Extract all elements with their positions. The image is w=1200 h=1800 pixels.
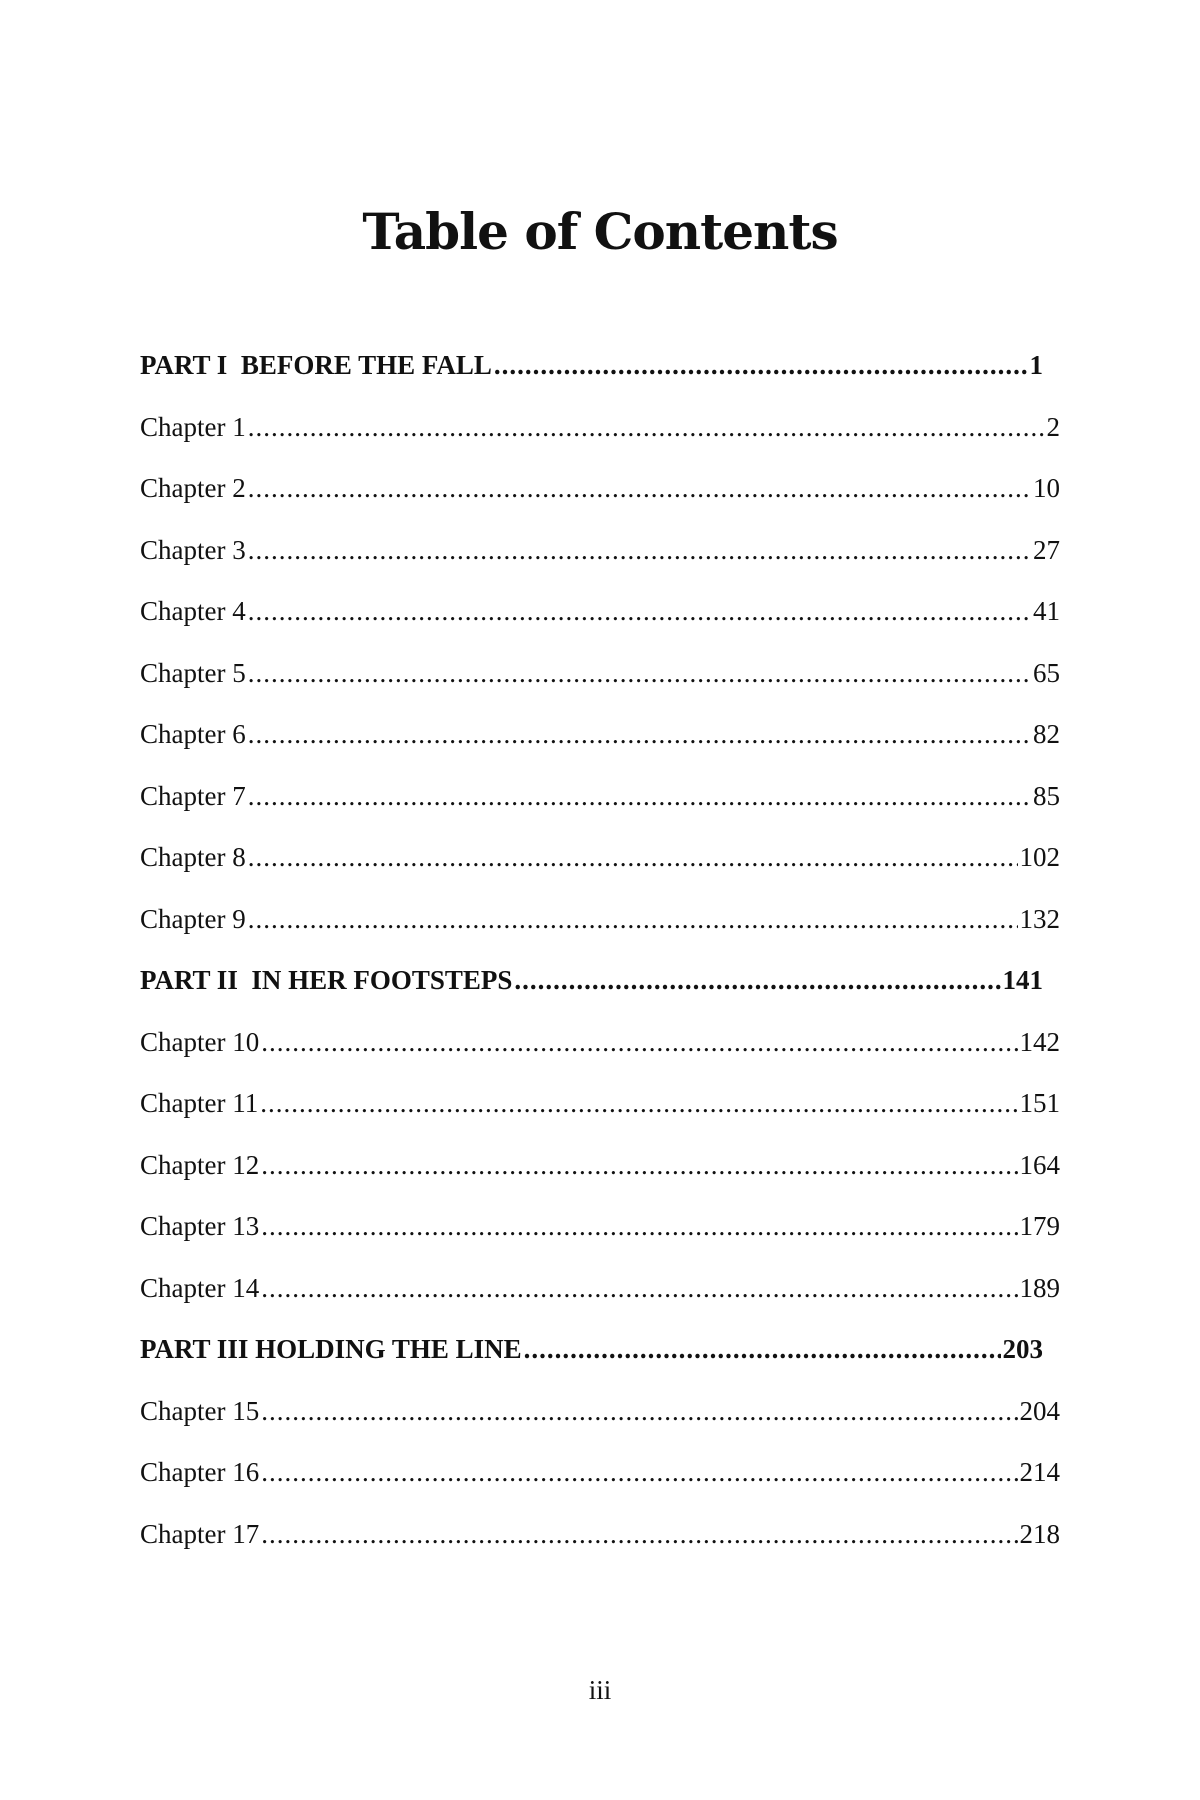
toc-dot-leader <box>261 1442 1017 1504</box>
toc-entry-label: Chapter 11 <box>140 1088 259 1118</box>
toc-entry-page: 102 <box>1019 842 1060 872</box>
toc-entry-label: Chapter 10 <box>140 1026 260 1057</box>
toc-dot-leader <box>260 1073 1017 1135</box>
toc-entry-label: Chapter 7 <box>140 780 246 811</box>
toc-dot-leader <box>248 397 1045 459</box>
toc-entry-label: PART I BEFORE THE FALL <box>140 350 492 380</box>
toc-chapter-3 <box>140 520 1060 582</box>
toc-dot-leader <box>514 950 1000 1012</box>
toc-entry-page: 151 <box>1019 1088 1060 1118</box>
toc-part-3 <box>140 1319 1043 1381</box>
toc-chapter-16 <box>140 1442 1060 1504</box>
toc-entry-page: 65 <box>1033 657 1060 688</box>
toc-dot-leader <box>248 520 1031 582</box>
toc-dot-leader <box>248 704 1031 766</box>
toc-chapter-2 <box>140 458 1060 520</box>
toc-chapter-10 <box>140 1012 1060 1074</box>
toc-entry-page: 204 <box>1019 1395 1060 1426</box>
toc-dot-leader <box>261 1012 1017 1074</box>
page-title: Table of Contents <box>362 202 838 261</box>
page-number: iii <box>588 1675 612 1705</box>
toc-entry-label: Chapter 5 <box>140 657 246 688</box>
toc-entry-page: 189 <box>1019 1272 1060 1303</box>
toc-entry-page: 27 <box>1033 534 1060 565</box>
toc-chapter-8 <box>140 827 1060 889</box>
toc-dot-leader <box>261 1135 1017 1197</box>
toc-entry-label: Chapter 17 <box>140 1518 260 1549</box>
toc-chapter-9 <box>140 889 1060 951</box>
toc-entry-label: PART II IN HER FOOTSTEPS <box>140 965 513 995</box>
toc-chapter-11 <box>140 1073 1060 1135</box>
toc-entry-label: Chapter 15 <box>140 1395 260 1426</box>
toc-list <box>140 335 1060 1565</box>
toc-part-1 <box>140 335 1043 397</box>
toc-entry-page: 203 <box>1002 1334 1043 1364</box>
toc-entry-label: Chapter 4 <box>140 596 246 626</box>
toc-entry-page: 82 <box>1033 719 1060 749</box>
toc-dot-leader <box>261 1258 1017 1320</box>
toc-chapter-4 <box>140 581 1060 643</box>
toc-entry-page: 141 <box>1002 965 1043 995</box>
toc-entry-label: Chapter 9 <box>140 903 246 934</box>
toc-entry-page: 132 <box>1019 903 1060 934</box>
toc-entry-page: 1 <box>1029 350 1043 380</box>
toc-entry-label: PART III HOLDING THE LINE <box>140 1334 522 1364</box>
toc-entry-page: 218 <box>1019 1518 1060 1549</box>
toc-entry-page: 164 <box>1019 1149 1060 1180</box>
toc-dot-leader <box>524 1319 1001 1381</box>
toc-entry-page: 85 <box>1033 780 1060 811</box>
toc-entry-page: 2 <box>1046 411 1060 442</box>
toc-entry-page: 179 <box>1019 1211 1060 1241</box>
toc-dot-leader <box>248 458 1031 520</box>
toc-chapter-13 <box>140 1196 1060 1258</box>
toc-dot-leader <box>248 643 1031 705</box>
toc-entry-label: Chapter 14 <box>140 1272 260 1303</box>
toc-chapter-7 <box>140 766 1060 828</box>
toc-chapter-6 <box>140 704 1060 766</box>
toc-chapter-1 <box>140 397 1060 459</box>
toc-entry-label: Chapter 8 <box>140 842 246 872</box>
toc-dot-leader <box>494 335 1028 397</box>
toc-chapter-12 <box>140 1135 1060 1197</box>
toc-entry-label: Chapter 16 <box>140 1457 260 1487</box>
toc-chapter-17 <box>140 1504 1060 1566</box>
toc-chapter-15 <box>140 1381 1060 1443</box>
toc-dot-leader <box>248 827 1018 889</box>
toc-chapter-14 <box>140 1258 1060 1320</box>
toc-dot-leader <box>261 1196 1017 1258</box>
toc-entry-label: Chapter 3 <box>140 534 246 565</box>
toc-chapter-5 <box>140 643 1060 705</box>
toc-entry-page: 214 <box>1019 1457 1060 1487</box>
toc-entry-label: Chapter 13 <box>140 1211 260 1241</box>
toc-entry-page: 10 <box>1033 473 1060 503</box>
toc-dot-leader <box>248 766 1031 828</box>
toc-entry-label: Chapter 12 <box>140 1149 260 1180</box>
toc-entry-page: 41 <box>1033 596 1060 626</box>
toc-dot-leader <box>248 889 1018 951</box>
toc-entry-label: Chapter 1 <box>140 411 246 442</box>
toc-entry-label: Chapter 6 <box>140 719 246 749</box>
toc-part-2 <box>140 950 1043 1012</box>
toc-entry-label: Chapter 2 <box>140 473 246 503</box>
toc-dot-leader <box>248 581 1031 643</box>
toc-dot-leader <box>261 1381 1017 1443</box>
toc-entry-page: 142 <box>1019 1026 1060 1057</box>
toc-dot-leader <box>261 1504 1017 1566</box>
